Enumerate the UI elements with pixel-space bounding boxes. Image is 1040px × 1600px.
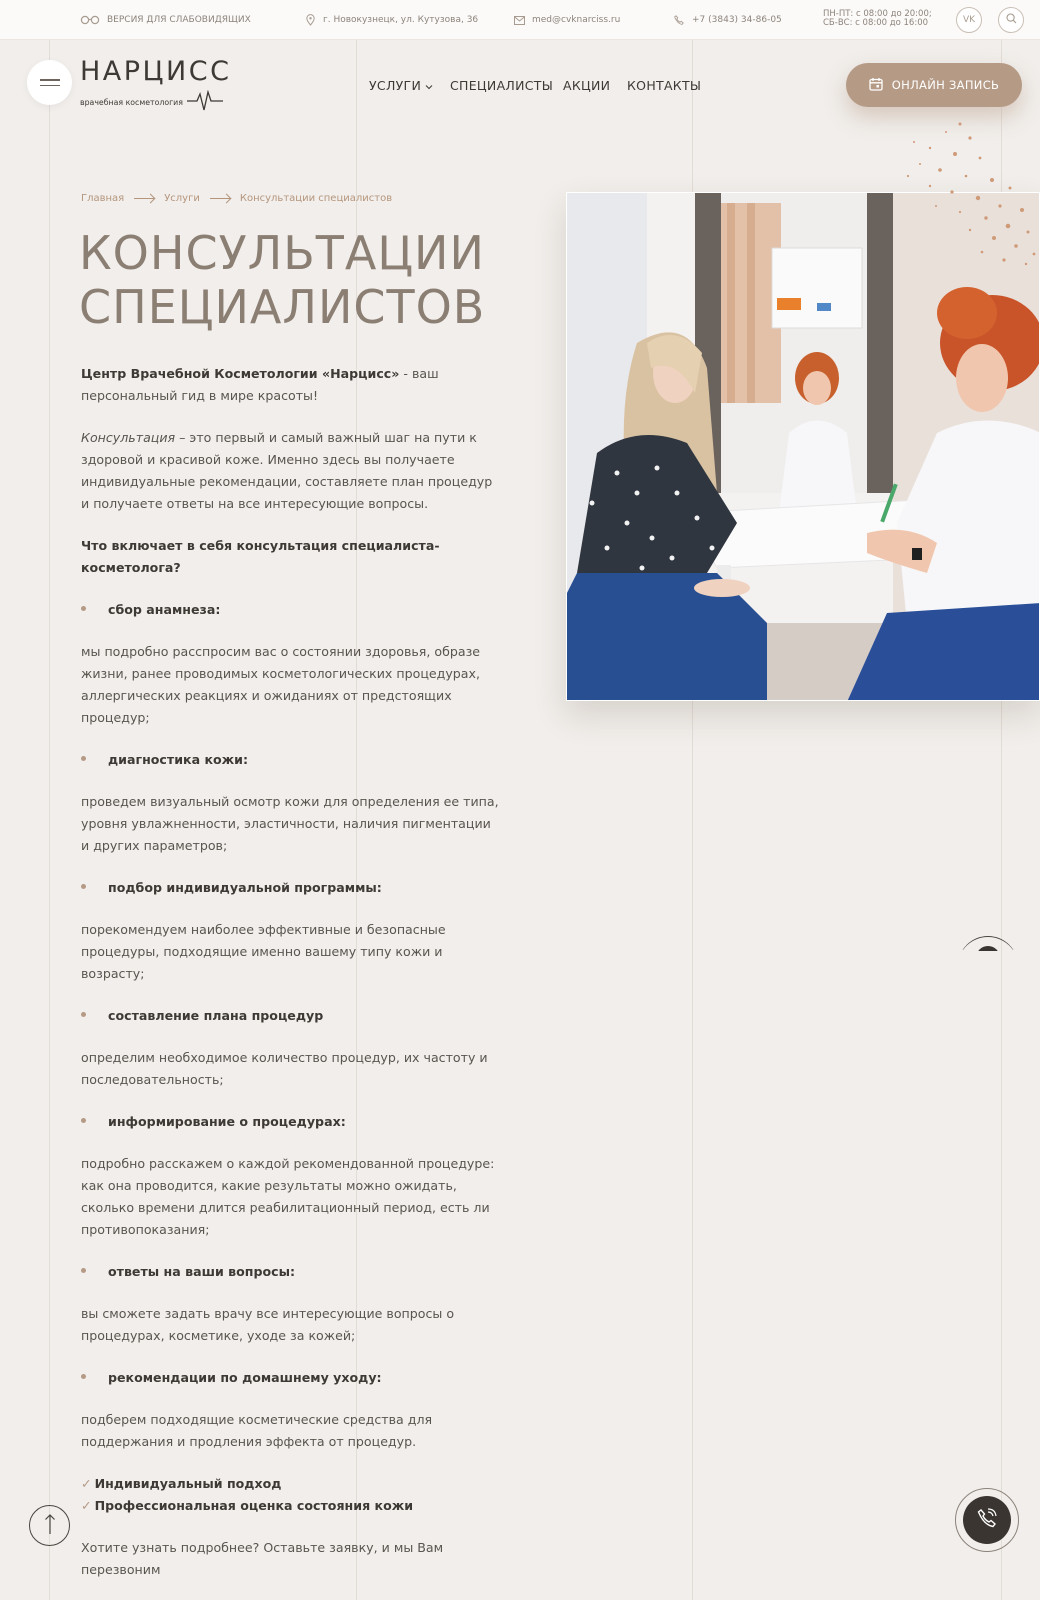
vision-version-link[interactable]: [80, 0, 251, 40]
logo-name: НАРЦИСС: [80, 56, 232, 87]
nav-contacts[interactable]: [627, 76, 701, 94]
check-item-label: Индивидуальный подход: [94, 1476, 282, 1491]
hours-weekdays: ПН-ПТ: с 08:00 до 20:00;: [823, 9, 932, 19]
callback-button-inner: [963, 1496, 1011, 1544]
list-item-text: подробно расскажем о каждой рекомендованной процедуре: как она проводится, какие результаты можно ожидать, сколько времени длится реабилитационный период, есть ли противопоказания;: [81, 1156, 495, 1237]
list-item-heading: ответы на ваши вопросы:: [81, 1261, 501, 1283]
mail-icon: [513, 14, 525, 26]
breadcrumb-current: Консультации специалистов: [239, 193, 393, 204]
nav-contacts-label: КОНТАКТЫ: [627, 77, 702, 93]
floating-widget-edge: [958, 936, 1018, 996]
check-item-label: Профессиональная оценка состояния кожи: [94, 1498, 414, 1513]
burger-line: [40, 79, 60, 81]
nav-services[interactable]: [369, 76, 433, 94]
location-pin-icon: [304, 14, 316, 26]
online-booking-label: ОНЛАЙН ЗАПИСЬ: [891, 78, 1000, 92]
address-text: г. Новокузнецк, ул. Кутузова, 36: [323, 15, 479, 25]
nav-specialists[interactable]: [450, 76, 553, 94]
question-heading: Что включает в себя консультация специалиста-косметолога?: [81, 538, 440, 575]
list-item-text: подберем подходящие косметические средства для поддержания и продления эффекта от процедур.: [81, 1412, 433, 1449]
list-item-heading: диагностика кожи:: [81, 749, 501, 771]
list-item-text: порекомендуем наиболее эффективные и безопасные процедуры, подходящие именно вашему типу кожи и возрасту;: [81, 922, 446, 981]
nav-promotions-label: АКЦИИ: [563, 77, 611, 93]
list-item-text: проведем визуальный осмотр кожи для определения ее типа, уровня увлажненности, эластичности, наличия пигментации и других параметров;: [81, 794, 499, 853]
vk-button[interactable]: [956, 7, 982, 33]
arrow-right-icon: [134, 198, 154, 199]
page-title-line2: СПЕЦИАЛИСТОВ: [79, 280, 486, 334]
phone-link[interactable]: [673, 0, 782, 40]
arrow-right-icon: [210, 198, 230, 199]
search-button[interactable]: [998, 7, 1024, 33]
intro-rest: - ваш персональный гид в мире красоты!: [81, 366, 439, 403]
glasses-icon: [80, 14, 100, 26]
list-item-text: вы сможете задать врачу все интересующие вопросы о процедурах, косметике, уходе за кожей;: [81, 1306, 455, 1343]
consultation-photo: [566, 192, 1040, 701]
outro-paragraph: Хотите узнать подробнее? Оставьте заявку, и мы Вам перезвоним: [81, 1540, 444, 1577]
article-content: [81, 363, 501, 1600]
online-booking-button[interactable]: [846, 63, 1022, 107]
list-item-heading: сбор анамнеза:: [81, 599, 501, 621]
guide-line: [49, 0, 50, 1600]
check-item: [81, 1495, 501, 1517]
consultation-rest: – это первый и самый важный шаг на пути к здоровой и красивой коже. Именно здесь вы получаете индивидуальные рекомендации, составляете план процедур и получаете ответы на все интересующие вопросы.: [81, 430, 493, 511]
check-item: [81, 1473, 501, 1495]
phone-icon: [673, 14, 685, 26]
arrow-up-icon: [44, 1513, 56, 1539]
page-title-line1: КОНСУЛЬТАЦИИ: [79, 226, 485, 280]
address-info: [304, 0, 478, 40]
heartbeat-icon: [187, 90, 223, 114]
email-link[interactable]: [513, 0, 620, 40]
email-text: med@cvknarciss.ru: [532, 15, 621, 25]
logo-tagline: врачебная косметология: [80, 97, 183, 107]
list-item-heading: рекомендации по домашнему уходу:: [81, 1367, 501, 1389]
breadcrumb-home[interactable]: Главная: [81, 193, 125, 204]
consultation-italic: Консультация: [81, 430, 176, 445]
logo[interactable]: [80, 58, 231, 114]
list-item-heading: подбор индивидуальной программы:: [81, 877, 501, 899]
callback-button[interactable]: [955, 1488, 1019, 1552]
list-item-text: определим необходимое количество процедур, их частоту и последовательность;: [81, 1050, 488, 1087]
list-item-heading: составление плана процедур: [81, 1005, 501, 1027]
intro-bold: Центр Врачебной Косметологии «Нарцисс»: [81, 366, 400, 381]
search-icon: [1006, 13, 1017, 27]
page-title: [79, 226, 519, 334]
top-bar: [0, 0, 1040, 40]
glitter-decoration: [900, 118, 1040, 268]
nav-services-label: УСЛУГИ: [369, 77, 422, 93]
calendar-icon: [869, 77, 883, 94]
scroll-to-top-button[interactable]: [29, 1505, 70, 1546]
check-icon: ✓: [81, 1476, 92, 1491]
breadcrumb-services[interactable]: Услуги: [164, 193, 200, 204]
callback-phone-icon: [977, 1508, 997, 1532]
consultation-paragraph: [81, 427, 501, 515]
list-item-heading: информирование о процедурах:: [81, 1111, 501, 1133]
nav-specialists-label: СПЕЦИАЛИСТЫ: [450, 77, 554, 93]
floating-widget-edge-dot: [976, 946, 1000, 970]
logo-tagline-row: [80, 90, 231, 114]
menu-burger-button[interactable]: [27, 60, 72, 105]
nav-promotions[interactable]: [563, 76, 610, 94]
vision-version-label: ВЕРСИЯ ДЛЯ СЛАБОВИДЯЩИХ: [107, 15, 251, 25]
hours-weekend: СБ-ВС: с 08:00 до 16:00: [823, 18, 929, 28]
consultation-photo-illustration: [567, 193, 1040, 701]
intro-paragraph: [81, 363, 501, 407]
working-hours: [823, 10, 932, 28]
burger-line: [40, 85, 60, 87]
phone-text: +7 (3843) 34-86-05: [692, 15, 782, 25]
check-icon: ✓: [81, 1498, 92, 1513]
vk-icon: VK: [962, 15, 976, 25]
checklist: [81, 1473, 501, 1517]
list-item-text: мы подробно расспросим вас о состоянии здоровья, образе жизни, ранее проводимых косметологических процедурах, аллергических реакциях и ожиданиях от предстоящих процедур;: [81, 644, 481, 725]
chevron-down-icon: [425, 78, 433, 93]
breadcrumb: [81, 193, 392, 204]
